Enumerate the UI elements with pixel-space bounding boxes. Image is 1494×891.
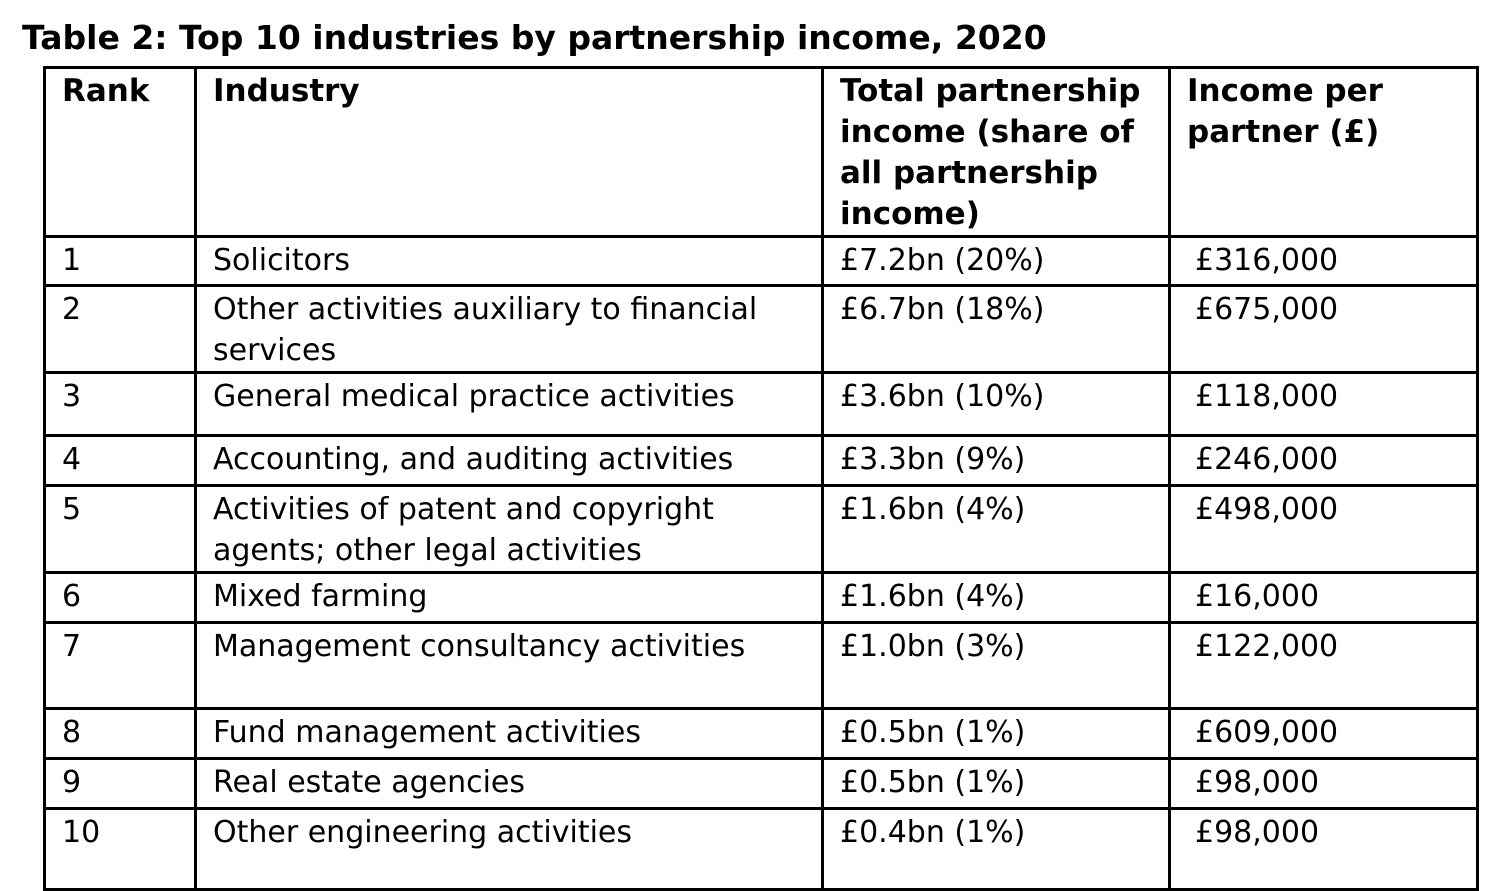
cell-total-income: £0.4bn (1%) [823, 809, 1170, 890]
cell-rank: 8 [45, 709, 196, 759]
cell-income-per-partner: £118,000 [1170, 373, 1478, 436]
cell-industry: Other activities auxiliary to financial services [196, 286, 823, 373]
table-row [45, 623, 1478, 709]
cell-rank: 10 [45, 809, 196, 890]
cell-industry: Solicitors [196, 237, 823, 286]
cell-industry: Activities of patent and copyright agents; other legal activities [196, 486, 823, 573]
table-row [45, 759, 1478, 809]
table-row [45, 809, 1478, 890]
cell-rank: 6 [45, 573, 196, 623]
cell-total-income: £3.3bn (9%) [823, 436, 1170, 486]
cell-income-per-partner: £498,000 [1170, 486, 1478, 573]
cell-income-per-partner: £16,000 [1170, 573, 1478, 623]
cell-total-income: £1.6bn (4%) [823, 486, 1170, 573]
header-industry: Industry [196, 68, 823, 237]
header-income-per-partner: Income per partner (£) [1170, 68, 1478, 237]
cell-income-per-partner: £675,000 [1170, 286, 1478, 373]
cell-income-per-partner: £122,000 [1170, 623, 1478, 709]
table-row [45, 709, 1478, 759]
cell-rank: 4 [45, 436, 196, 486]
header-total-income: Total partnership income (share of all partnership income) [823, 68, 1170, 237]
partnership-income-table [43, 66, 1479, 891]
cell-income-per-partner: £316,000 [1170, 237, 1478, 286]
cell-industry: Real estate agencies [196, 759, 823, 809]
cell-rank: 9 [45, 759, 196, 809]
cell-total-income: £0.5bn (1%) [823, 709, 1170, 759]
cell-total-income: £1.6bn (4%) [823, 573, 1170, 623]
cell-total-income: £3.6bn (10%) [823, 373, 1170, 436]
cell-total-income: £0.5bn (1%) [823, 759, 1170, 809]
cell-income-per-partner: £609,000 [1170, 709, 1478, 759]
table-row [45, 286, 1478, 373]
cell-rank: 7 [45, 623, 196, 709]
cell-total-income: £1.0bn (3%) [823, 623, 1170, 709]
table-row [45, 237, 1478, 286]
cell-industry: Management consultancy activities [196, 623, 823, 709]
cell-industry: General medical practice activities [196, 373, 823, 436]
cell-industry: Mixed farming [196, 573, 823, 623]
cell-industry: Other engineering activities [196, 809, 823, 890]
cell-rank: 2 [45, 286, 196, 373]
table-title: Table 2: Top 10 industries by partnership income, 2020 [22, 18, 1047, 57]
cell-rank: 5 [45, 486, 196, 573]
cell-income-per-partner: £98,000 [1170, 759, 1478, 809]
cell-industry: Accounting, and auditing activities [196, 436, 823, 486]
table-row [45, 436, 1478, 486]
header-rank: Rank [45, 68, 196, 237]
cell-rank: 3 [45, 373, 196, 436]
cell-total-income: £6.7bn (18%) [823, 286, 1170, 373]
cell-income-per-partner: £98,000 [1170, 809, 1478, 890]
table-row [45, 373, 1478, 436]
cell-rank: 1 [45, 237, 196, 286]
table-row [45, 486, 1478, 573]
table-row [45, 573, 1478, 623]
header-row [45, 68, 1478, 237]
cell-income-per-partner: £246,000 [1170, 436, 1478, 486]
cell-total-income: £7.2bn (20%) [823, 237, 1170, 286]
cell-industry: Fund management activities [196, 709, 823, 759]
